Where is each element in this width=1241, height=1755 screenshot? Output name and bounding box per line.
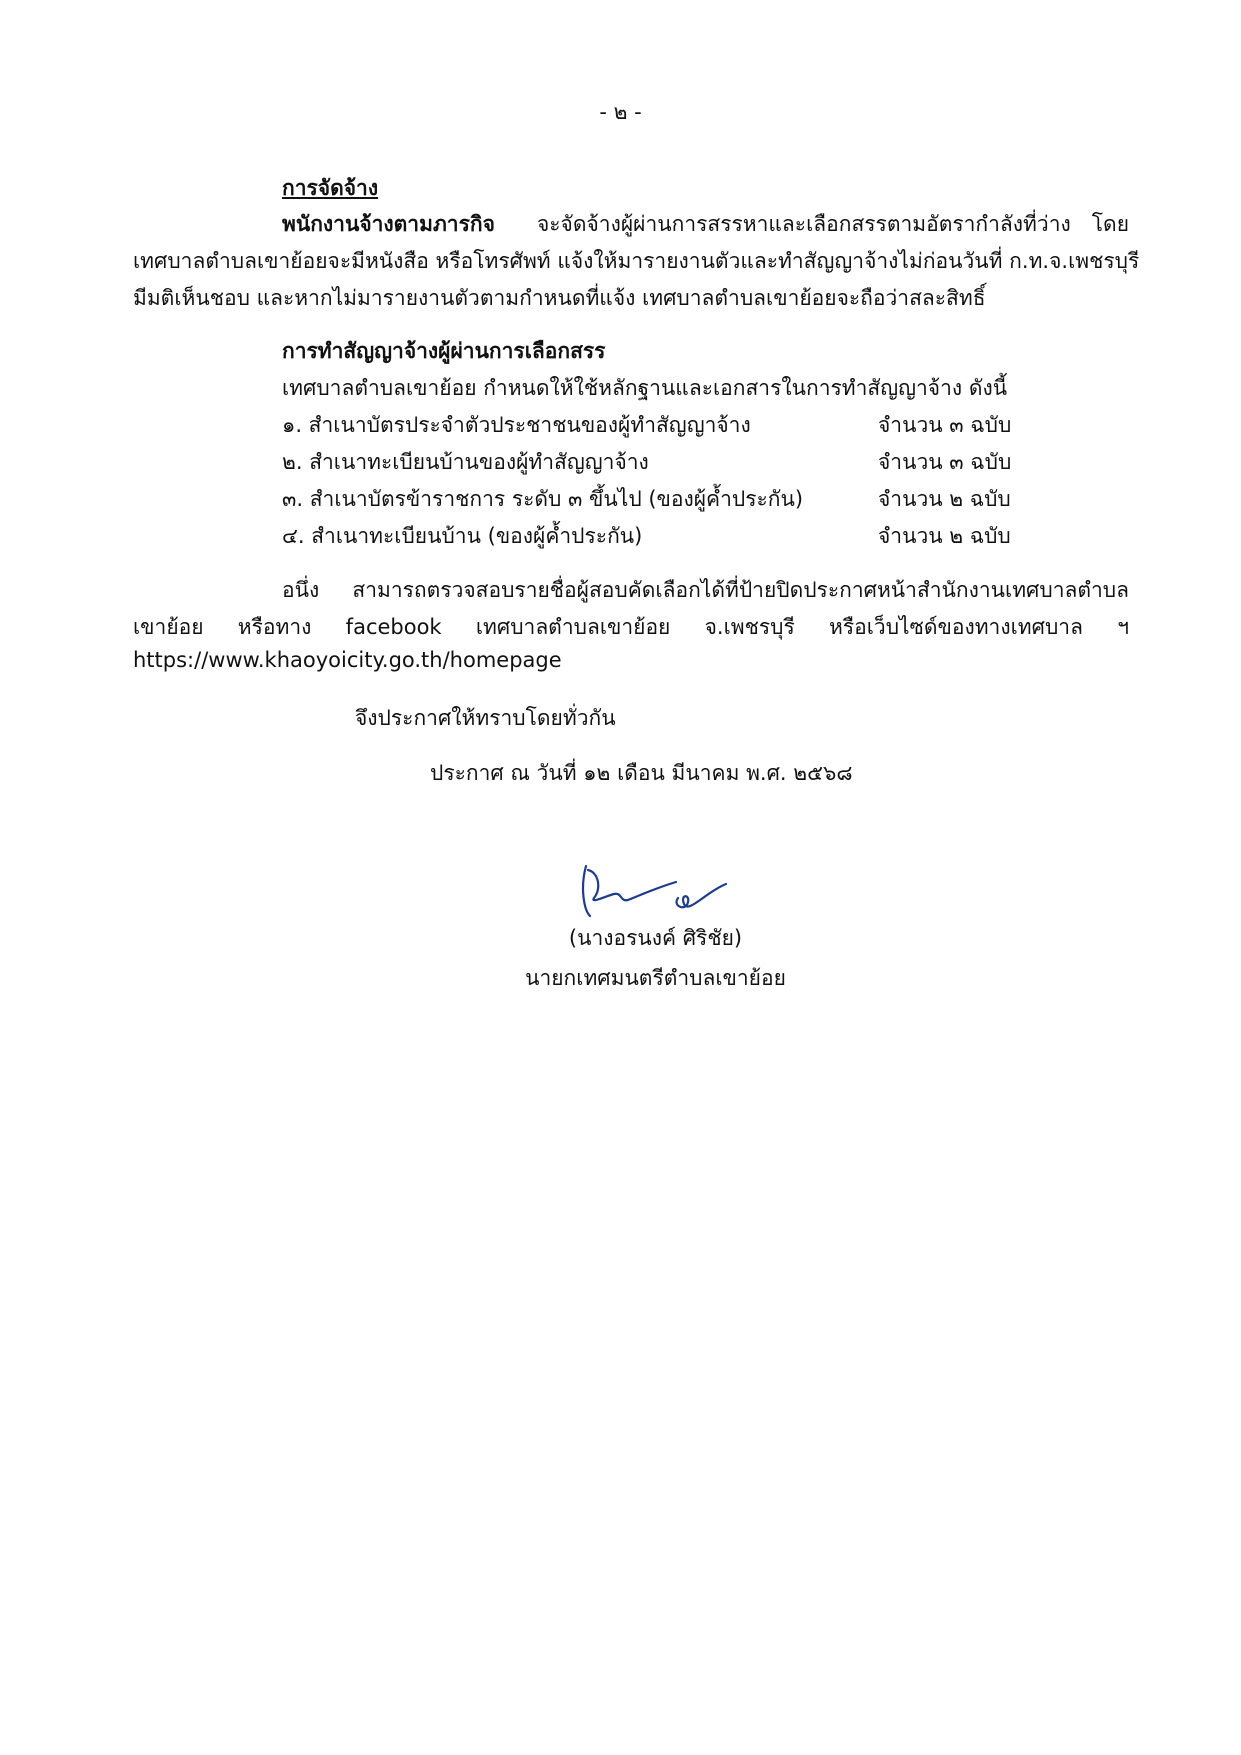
website-url: https://www.khaoyoicity.go.th/homepage [133,648,562,672]
document-item-label: ๓. สำเนาบัตรข้าราชการ ระดับ ๓ ขึ้นไป (ของผู้ค้ำประกัน) [282,487,804,511]
notice-paragraph-line-1: อนึ่ง สามารถตรวจสอบรายชื่อผู้สอบคัดเลือกได้ที่ป้ายปิดประกาศหน้าสำนักงานเทศบาลตำบล [282,578,1129,602]
document-item-label: ๒. สำเนาทะเบียนบ้านของผู้ทำสัญญาจ้าง [282,450,649,474]
signer-title: นายกเทศมนตรีตำบลเขาย้อย [525,966,786,990]
section-heading-contract: การทำสัญญาจ้างผู้ผ่านการเลือกสรร [282,339,606,363]
hiring-line-1-text: จะจัดจ้างผู้ผ่านการสรรหาและเลือกสรรตามอัตรากำลังที่ว่าง โดย [536,212,1129,236]
hiring-paragraph-line-1 [282,208,1129,241]
signer-name: (นางอรนงค์ ศิริชัย) [568,926,743,950]
document-item-qty: จำนวน ๒ ฉบับ [878,524,1011,548]
document-item-qty: จำนวน ๓ ฉบับ [878,413,1012,437]
notice-paragraph-line-2: เขาย้อย หรือทาง facebook เทศบาลตำบลเขาย้อย จ.เพชรบุรี หรือเว็บไซด์ของทางเทศบาล ฯ [133,615,1129,639]
contract-intro: เทศบาลตำบลเขาย้อย กำหนดให้ใช้หลักฐานและเอกสารในการทำสัญญาจ้าง ดังนี้ [282,376,1008,400]
hiring-lead-label: พนักงานจ้างตามภารกิจ [282,212,495,236]
hiring-paragraph-line-2: เทศบาลตำบลเขาย้อยจะมีหนังสือ หรือโทรศัพท์ แจ้งให้มารายงานตัวและทำสัญญาจ้างไม่ก่อนวันที่ ก.ท.จ.เพชรบุรี [133,249,1140,273]
document-item-label: ๔. สำเนาทะเบียนบ้าน (ของผู้ค้ำประกัน) [282,524,643,548]
announcement-date: ประกาศ ณ วันที่ ๑๒ เดือน มีนาคม พ.ศ. ๒๕๖๘ [430,761,853,785]
document-item-label: ๑. สำเนาบัตรประจำตัวประชาชนของผู้ทำสัญญาจ้าง [282,413,751,437]
page-number: - ๒ - [599,100,642,124]
document-item-qty: จำนวน ๓ ฉบับ [878,450,1012,474]
document-item-qty: จำนวน ๒ ฉบับ [878,487,1011,511]
hiring-paragraph-line-3: มีมติเห็นชอบ และหากไม่มารายงานตัวตามกำหนดที่แจ้ง เทศบาลตำบลเขาย้อยจะถือว่าสละสิทธิ์ [133,286,986,310]
signature-image [576,858,746,928]
section-heading-hiring: การจัดจ้าง [282,176,379,200]
closing-statement: จึงประกาศให้ทราบโดยทั่วกัน [355,706,616,730]
